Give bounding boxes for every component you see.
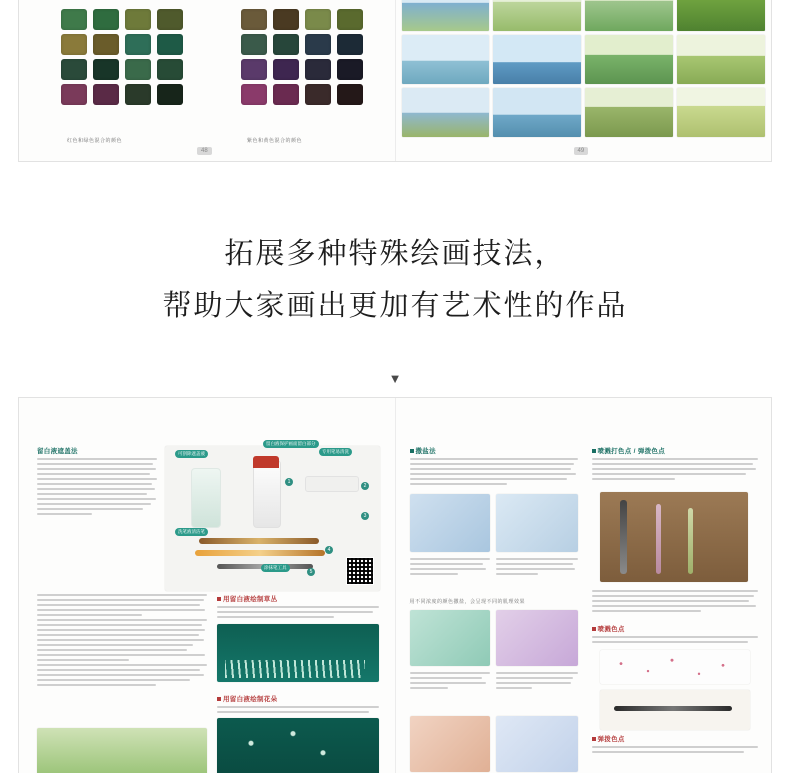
flower-subsection bbox=[217, 694, 379, 773]
swatch-caption-left: 红色和绿色混合的颜色 bbox=[67, 138, 123, 144]
swatch-caption-right: 紫色和黄色混合的颜色 bbox=[247, 138, 303, 144]
bullet-square-icon bbox=[592, 449, 596, 453]
callout-number-2: 2 bbox=[361, 482, 369, 490]
cleaner-tube bbox=[305, 476, 359, 492]
folio-right: 49 bbox=[574, 147, 589, 155]
bullet-square-icon bbox=[592, 737, 596, 741]
salt-note-4 bbox=[496, 672, 578, 692]
salt-swatch-green bbox=[410, 610, 490, 666]
photo-grid-page bbox=[396, 0, 772, 161]
headline-line-2: 帮助大家画出更加有艺术性的作品 bbox=[162, 290, 628, 322]
photo-thumb bbox=[493, 35, 581, 84]
salt-swatch-blue-1 bbox=[410, 494, 490, 552]
flick-dot-subsection-title: 弹拨色点 bbox=[592, 734, 758, 743]
salt-technique-title: 撒盐法 bbox=[410, 446, 578, 455]
flick-tool-photo bbox=[600, 690, 750, 730]
top-book-spread bbox=[18, 0, 772, 162]
page-title bbox=[0, 228, 790, 332]
headline-line-1: 拓展多种特殊绘画技法， bbox=[224, 238, 566, 270]
photo-thumb bbox=[677, 88, 765, 137]
masking-fluid-heading-block bbox=[37, 446, 157, 518]
salt-swatch-orange bbox=[410, 716, 490, 772]
brush-2 bbox=[195, 550, 325, 556]
technique-page-right bbox=[396, 398, 772, 773]
salt-note-1 bbox=[410, 558, 490, 578]
landscape-photo-grid bbox=[402, 0, 766, 137]
remover-bottle bbox=[253, 460, 281, 528]
callout-number-5: 5 bbox=[307, 568, 315, 576]
salt-note-3 bbox=[410, 672, 490, 692]
brush-tools-photo bbox=[600, 492, 748, 582]
label-wash-liquid: 洗笔液清洁笔 bbox=[175, 528, 208, 536]
spray-dot-sample bbox=[600, 650, 750, 684]
masking-fluid-paragraph bbox=[37, 458, 157, 515]
photo-thumb bbox=[677, 0, 765, 31]
bullet-square-icon bbox=[217, 597, 221, 601]
grass-demo-image bbox=[217, 624, 379, 682]
photo-thumb bbox=[585, 35, 673, 84]
qr-code[interactable] bbox=[346, 557, 374, 585]
pink-brush bbox=[656, 504, 661, 574]
label-removable-fluid: 可刮除遮盖液 bbox=[175, 450, 208, 458]
bottle-cap bbox=[253, 456, 279, 468]
purple-mix-chart bbox=[241, 9, 363, 105]
technique-page-left bbox=[19, 398, 396, 773]
masking-fluid-title: 留白液遮盖法 bbox=[37, 448, 78, 455]
green-mix-chart bbox=[61, 9, 183, 105]
flower-subsection-title: 用留白液绘制花朵 bbox=[217, 694, 379, 703]
bullet-square-icon bbox=[592, 627, 596, 631]
meadow-photo bbox=[37, 728, 207, 773]
folio-left: 48 bbox=[197, 147, 212, 155]
spray-dot-subsection bbox=[592, 624, 758, 646]
callout-number-4: 4 bbox=[325, 546, 333, 554]
grass-subsection-title: 用留白液绘制草丛 bbox=[217, 594, 379, 603]
flick-dot-subsection bbox=[592, 734, 758, 756]
photo-thumb bbox=[402, 88, 490, 137]
salt-swatch-purple bbox=[496, 610, 578, 666]
spatter-technique-block bbox=[592, 446, 758, 483]
label-smear-tool: 涂抹笔工具 bbox=[261, 564, 290, 572]
spatter-technique-title: 喷溅打色点 / 弹拨色点 bbox=[592, 446, 758, 455]
salt-note-2 bbox=[496, 558, 578, 578]
label-easy-clean-brush: 专用笔易清洗 bbox=[319, 448, 352, 456]
brush-1 bbox=[199, 538, 319, 544]
bullet-square-icon bbox=[217, 697, 221, 701]
bullet-square-icon bbox=[410, 449, 414, 453]
swatch-chart-page bbox=[19, 0, 396, 161]
grass-subsection bbox=[217, 594, 379, 682]
chevron-down-icon: ▼ bbox=[388, 371, 402, 386]
salt-caption-1: 用不同浓度的颜色撒盐，会呈现不同的肌理效果 bbox=[409, 599, 526, 605]
salt-technique-block bbox=[410, 446, 578, 488]
salt-swatch-blue-2 bbox=[496, 494, 578, 552]
photo-thumb bbox=[402, 35, 490, 84]
spatter-paragraph bbox=[592, 590, 758, 615]
masking-fluid-body-text bbox=[37, 594, 207, 689]
label-protect-white: 留白液保护画面留白部分 bbox=[263, 440, 319, 448]
green-brush bbox=[688, 508, 693, 574]
flower-demo-image bbox=[217, 718, 379, 773]
spray-dot-subsection-title: 喷溅色点 bbox=[592, 624, 758, 633]
photo-thumb bbox=[585, 88, 673, 137]
photo-thumb bbox=[677, 35, 765, 84]
salt-swatch-lavender bbox=[496, 716, 578, 772]
masking-fluid-bottle bbox=[191, 468, 221, 528]
bottom-book-spread bbox=[18, 397, 772, 773]
photo-thumb bbox=[402, 0, 490, 31]
photo-thumb bbox=[493, 88, 581, 137]
photo-thumb bbox=[493, 0, 581, 31]
callout-number-1: 1 bbox=[285, 478, 293, 486]
callout-number-3: 3 bbox=[361, 512, 369, 520]
toothbrush bbox=[620, 500, 627, 574]
photo-thumb bbox=[585, 0, 673, 31]
